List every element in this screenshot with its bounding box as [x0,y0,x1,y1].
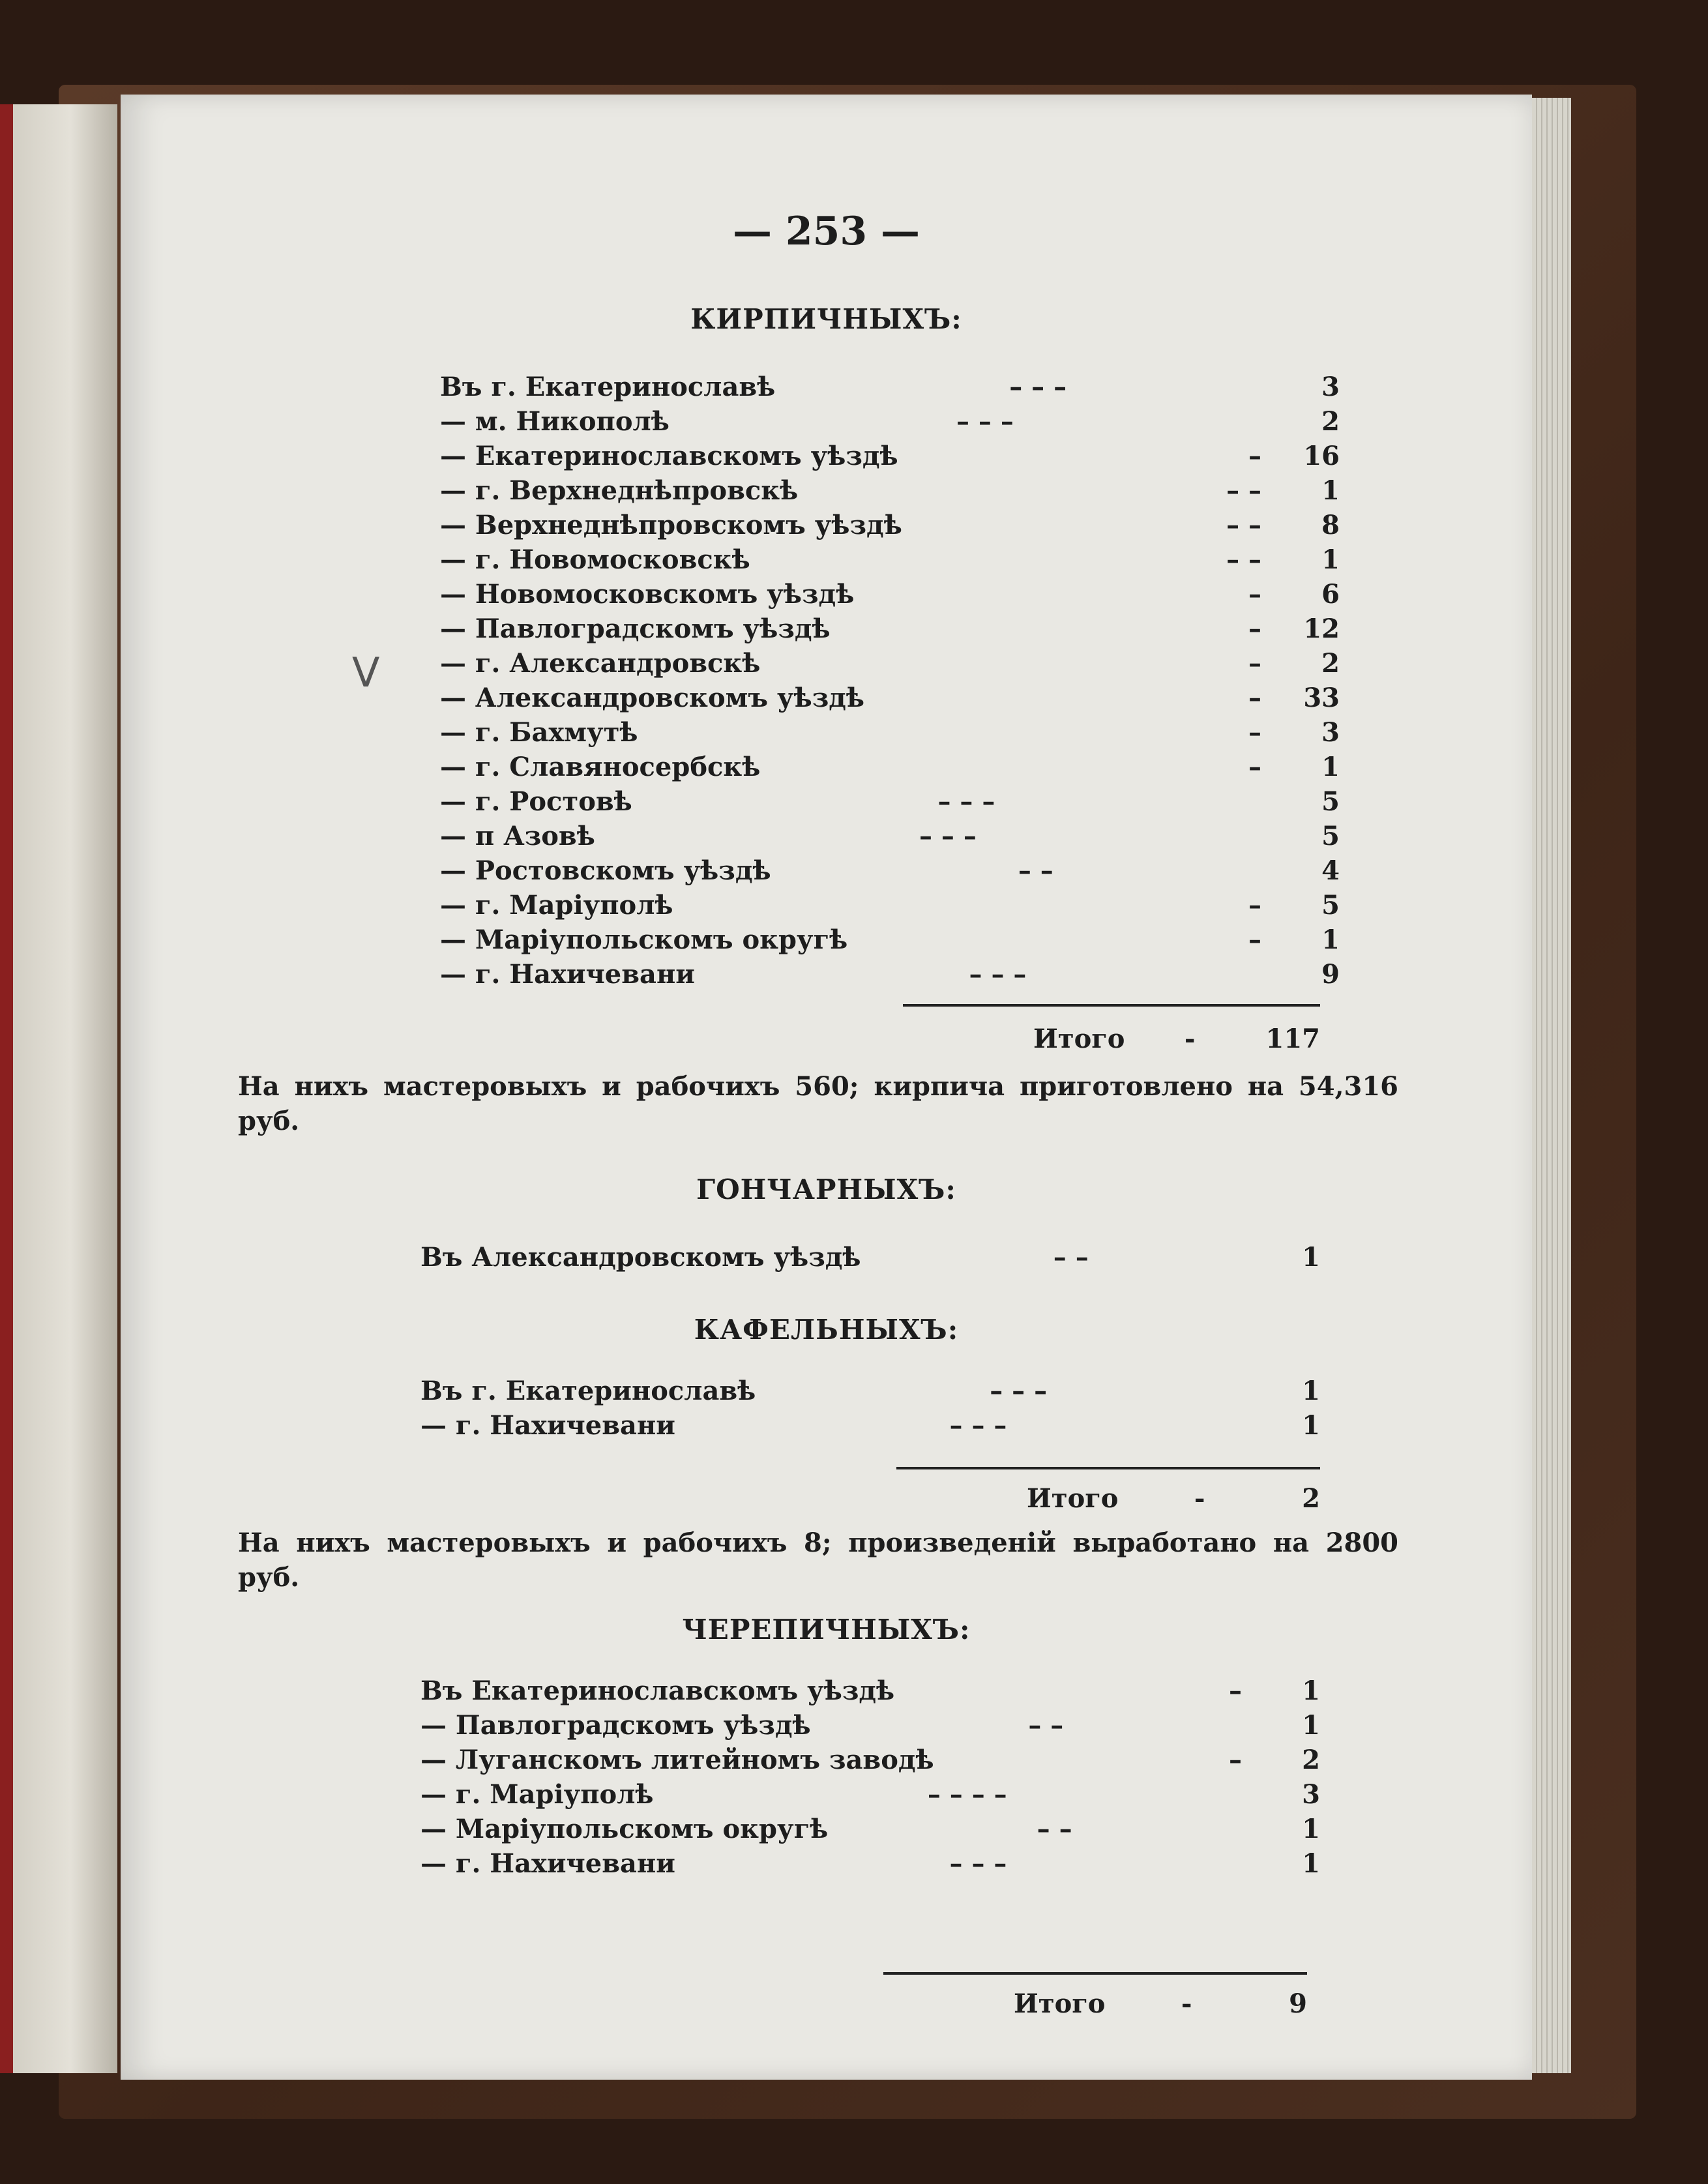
pottery-rows [420,1242,1320,1276]
note-tile: На нихъ мастеровыхъ и рабочихъ 8; произведеній выработано на 2800 руб. [238,1527,1398,1593]
table-row: — Павлоградскомъ уѣздѣ – – 1 [420,1710,1320,1741]
table-row: Въ г. Екатеринославѣ – – – 1 [420,1376,1320,1406]
brick-rows [440,372,1340,994]
section-heading-brick: КИРПИЧНЫХЪ: [690,303,962,335]
total-rule [896,1467,1320,1469]
left-page [0,104,117,2073]
table-row: — г. Славяносербскѣ – 1 [440,752,1340,782]
total-brick: Итого - 117 [1033,1024,1320,1054]
table-row: — г. Новомосковскѣ – – 1 [440,544,1340,575]
table-row: — Маріупольскомъ округѣ – 1 [440,924,1340,955]
table-row: — г. Нахичевани – – – 1 [420,1410,1320,1441]
pencil-checkmark-icon: V [352,649,380,696]
table-row: — г. Маріуполѣ – 5 [440,890,1340,921]
total-roof-tile: Итого - 9 [1014,1988,1307,2019]
section-heading-roof-tile: ЧЕРЕПИЧНЫХЪ: [682,1614,971,1645]
table-row: — Павлоградскомъ уѣздѣ – 12 [440,613,1340,644]
tile-rows [420,1376,1320,1445]
page-edges [1532,98,1571,2073]
table-row: — п Азовѣ – – – 5 [440,821,1340,851]
section-heading-pottery: ГОНЧАРНЫХЪ: [696,1173,956,1205]
total-tile: Итого - 2 [1027,1483,1320,1514]
page-number: — 253 — [732,209,920,254]
total-rule [903,1004,1320,1007]
roof-tile-rows [420,1675,1320,1883]
section-heading-tile: КАФЕЛЬНЫХЪ: [694,1314,959,1346]
left-page-edge [0,104,13,2073]
table-row: — г. Бахмутѣ – 3 [440,717,1340,748]
table-row: — Александровскомъ уѣздѣ – 33 [440,683,1340,713]
table-row: — г. Александровскѣ – 2 [440,648,1340,679]
table-row: Въ Александровскомъ уѣздѣ – – 1 [420,1242,1320,1273]
table-row: Въ Екатеринославскомъ уѣздѣ – 1 [420,1675,1320,1706]
table-row: — Екатеринославскомъ уѣздѣ – 16 [440,441,1340,471]
table-row: — г. Нахичевани – – – 1 [420,1848,1320,1879]
table-row: Въ г. Екатеринославѣ – – – 3 [440,372,1340,402]
table-row: — Верхнеднѣпровскомъ уѣздѣ – – 8 [440,510,1340,540]
table-row: — г. Нахичевани – – – 9 [440,959,1340,990]
note-brick: На нихъ мастеровыхъ и рабочихъ 560; кирпича приготовлено на 54,316 руб. [238,1071,1398,1136]
table-row: — Луганскомъ литейномъ заводѣ – 2 [420,1745,1320,1775]
table-row: — Новомосковскомъ уѣздѣ – 6 [440,579,1340,610]
table-row: — г. Маріуполѣ – – – – 3 [420,1779,1320,1810]
total-rule [883,1972,1307,1975]
table-row: — Ростовскомъ уѣздѣ – – 4 [440,855,1340,886]
table-row: — г. Ростовѣ – – – 5 [440,786,1340,817]
page-content [121,95,1532,2080]
table-row: — Маріупольскомъ округѣ – – 1 [420,1814,1320,1844]
table-row: — г. Верхнеднѣпровскѣ – – 1 [440,475,1340,506]
table-row: — м. Никополѣ – – – 2 [440,406,1340,437]
